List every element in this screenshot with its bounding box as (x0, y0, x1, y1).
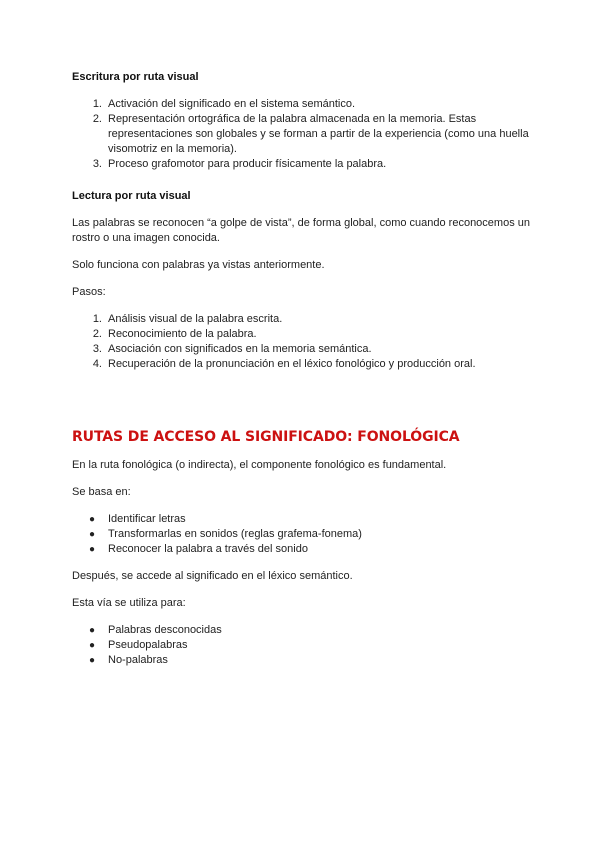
bullet-icon: ● (89, 529, 96, 540)
base-label: Se basa en: (72, 486, 131, 498)
list-item: ● Transformarlas en sonidos (reglas grafema-fonema) (89, 528, 362, 540)
uso-label: Esta vía se utiliza para: (72, 597, 186, 609)
list-item: 4. Recuperación de la pronunciación en el léxico fonológico y producción oral. (92, 358, 476, 370)
list-item: ● Palabras desconocidas (89, 624, 222, 636)
fonologica-intro: En la ruta fonológica (o indirecta), el componente fonológico es fundamental. (72, 459, 447, 471)
list-item: ● No-palabras (89, 654, 168, 666)
list-item: 2. Representación ortográfica de la palabra almacenada en la memoria. Estas representaciones son globales y se forman a partir de la experiencia (como una huella visomotriz en la memoria). (92, 113, 529, 155)
list-item: 2. Reconocimiento de la palabra. (92, 328, 257, 340)
base-list (72, 512, 532, 557)
uso-list (72, 623, 532, 668)
list-item: 1. Análisis visual de la palabra escrita. (92, 313, 283, 325)
list-item: ● Reconocer la palabra a través del sonido (89, 543, 308, 555)
escritura-steps-list (72, 97, 532, 172)
list-item: ● Pseudopalabras (89, 639, 188, 651)
list-item: 3. Asociación con significados en la memoria semántica. (92, 343, 372, 355)
lectura-steps-list (72, 312, 532, 372)
bullet-icon: ● (89, 625, 96, 636)
lectura-heading: Lectura por ruta visual (72, 190, 191, 202)
after-paragraph: Después, se accede al significado en el léxico semántico. (72, 570, 353, 582)
escritura-heading: Escritura por ruta visual (72, 71, 199, 83)
list-item: 1. Activación del significado en el sistema semántico. (92, 98, 356, 110)
list-item: ● Identificar letras (89, 513, 186, 525)
lectura-paragraph-2: Solo funciona con palabras ya vistas anteriormente. (72, 259, 325, 271)
lectura-paragraph-1: Las palabras se reconocen “a golpe de vista”, de forma global, como cuando reconocemos un rostro o una imagen conocida. (72, 217, 530, 244)
bullet-icon: ● (89, 640, 96, 651)
bullet-icon: ● (89, 544, 96, 555)
pasos-label: Pasos: (72, 286, 106, 298)
bullet-icon: ● (89, 514, 96, 525)
document-page (72, 70, 532, 668)
fonologica-heading: RUTAS DE ACCESO AL SIGNIFICADO: FONOLÓGICA (72, 429, 460, 445)
list-item: 3. Proceso grafomotor para producir físicamente la palabra. (92, 158, 387, 170)
bullet-icon: ● (89, 655, 96, 666)
